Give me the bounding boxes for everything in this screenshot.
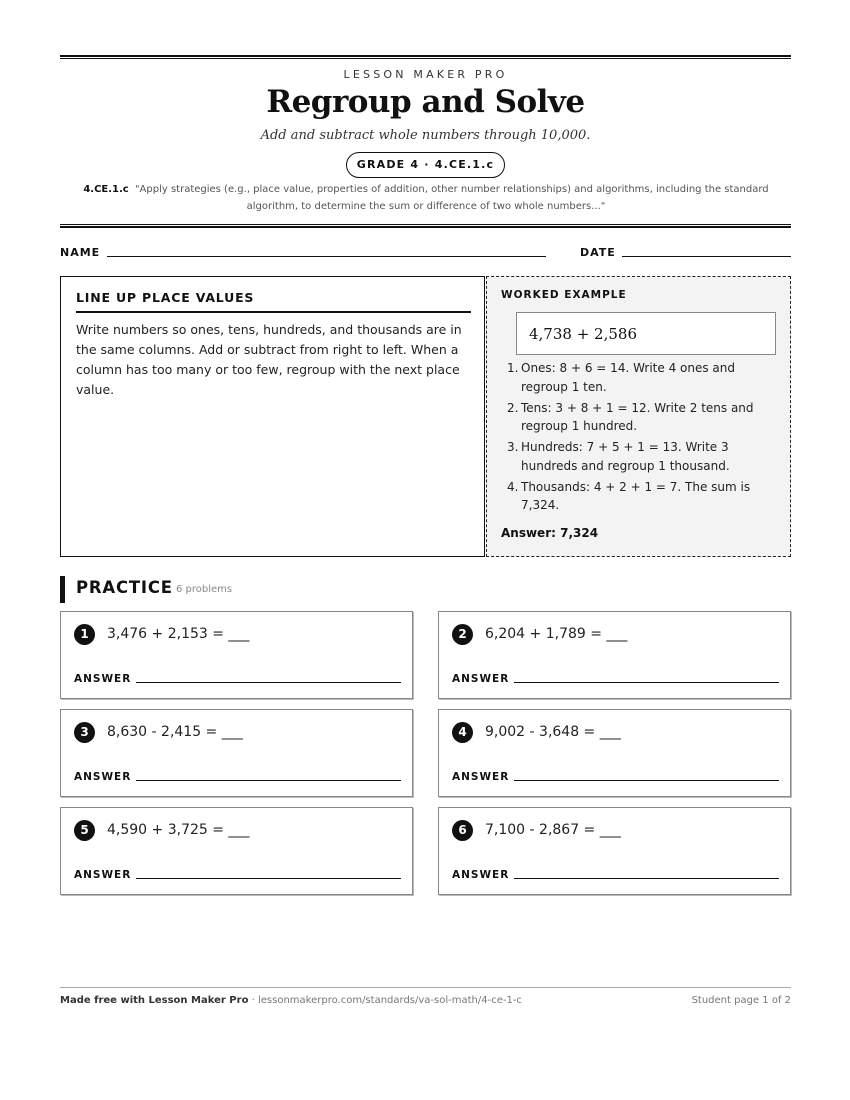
answer-field[interactable] xyxy=(136,780,401,781)
worked-example-steps xyxy=(501,359,781,517)
name-label: NAME xyxy=(60,246,101,259)
problem-card xyxy=(438,807,791,895)
concept-body: Write numbers so ones, tens, hundreds, and thousands are in the same columns. Add or subtract from right to left. When a column has too many or too few, regroup with the next place value. xyxy=(76,322,462,397)
practice-count: 6 problems xyxy=(176,584,233,595)
page-subtitle: Add and subtract whole numbers through 10,000. xyxy=(260,128,591,143)
header-bottom-rule xyxy=(60,224,791,228)
standard-text: "Apply strategies (e.g., place value, properties of addition, other number relationships) and algorithms, including the standard algorithm, to determine the sum or difference of two whole numbers..." xyxy=(134,184,769,212)
problem-text: 6,204 + 1,789 = ___ xyxy=(485,626,628,642)
practice-accent-bar xyxy=(60,576,65,603)
standard-code: 4.CE.1.c xyxy=(83,184,129,195)
problem-number-badge: 4 xyxy=(452,722,473,743)
answer-label: ANSWER xyxy=(452,771,510,783)
footer-page-number: Student page 1 of 2 xyxy=(691,995,791,1006)
page-title: Regroup and Solve xyxy=(266,84,585,120)
problem-text: 9,002 - 3,648 = ___ xyxy=(485,724,621,740)
problem-number-badge: 3 xyxy=(74,722,95,743)
problem-card xyxy=(438,709,791,797)
step-text: Tens: 3 + 8 + 1 = 12. Write 2 tens and regroup 1 hundred. xyxy=(521,400,754,433)
step-number: 1. xyxy=(507,361,519,375)
worked-example-equation: 4,738 + 2,586 xyxy=(529,325,637,343)
problem-number-badge: 6 xyxy=(452,820,473,841)
step-text: Ones: 8 + 6 = 14. Write 4 ones and regroup 1 ten. xyxy=(521,361,735,394)
worksheet-page xyxy=(60,0,791,1100)
footer-credit xyxy=(60,995,522,1006)
step-number: 4. xyxy=(507,479,519,494)
answer-label: ANSWER xyxy=(74,673,132,685)
step-number: 2. xyxy=(507,400,519,415)
practice-title: PRACTICE xyxy=(76,578,173,597)
problem-card xyxy=(60,807,413,895)
problem-text: 3,476 + 2,153 = ___ xyxy=(107,626,250,642)
step-text: Hundreds: 7 + 5 + 1 = 13. Write 3 hundreds and regroup 1 thousand. xyxy=(521,440,730,473)
answer-field[interactable] xyxy=(136,682,401,683)
answer-label: ANSWER xyxy=(452,869,510,881)
brand-name: LESSON MAKER PRO xyxy=(343,68,508,81)
problem-card xyxy=(60,611,413,699)
name-field[interactable] xyxy=(107,256,546,257)
worked-step xyxy=(501,399,781,436)
problem-number-badge: 1 xyxy=(74,624,95,645)
answer-field[interactable] xyxy=(514,780,779,781)
date-label: DATE xyxy=(580,246,616,259)
concept-box xyxy=(60,276,485,557)
footer-made-with: Made free with Lesson Maker Pro xyxy=(60,995,249,1006)
worked-step xyxy=(501,359,781,396)
answer-field[interactable] xyxy=(136,878,401,879)
footer-rule xyxy=(60,987,791,988)
problem-text: 4,590 + 3,725 = ___ xyxy=(107,822,250,838)
footer-url[interactable]: · lessonmakerpro.com/standards/va-sol-math/4-ce-1-c xyxy=(248,995,522,1006)
worked-step xyxy=(501,438,781,475)
worked-example-heading: WORKED EXAMPLE xyxy=(501,289,627,301)
worked-example-answer: Answer: 7,324 xyxy=(501,526,599,540)
worked-step xyxy=(501,478,781,515)
problem-number-badge: 2 xyxy=(452,624,473,645)
problem-text: 8,630 - 2,415 = ___ xyxy=(107,724,243,740)
answer-label: ANSWER xyxy=(74,869,132,881)
answer-field[interactable] xyxy=(514,878,779,879)
step-number: 3. xyxy=(507,440,519,454)
worked-example-box xyxy=(486,276,791,557)
worked-example-equation-box xyxy=(516,312,776,355)
problem-text: 7,100 - 2,867 = ___ xyxy=(485,822,621,838)
answer-label: ANSWER xyxy=(74,771,132,783)
grade-badge: GRADE 4 · 4.CE.1.c xyxy=(346,152,505,178)
date-field[interactable] xyxy=(622,256,791,257)
step-text: Thousands: 4 + 2 + 1 = 7. The sum is 7,324. xyxy=(521,479,751,512)
problem-number-badge: 5 xyxy=(74,820,95,841)
problem-card xyxy=(60,709,413,797)
problem-card xyxy=(438,611,791,699)
concept-heading: LINE UP PLACE VALUES xyxy=(76,290,471,313)
standard-description xyxy=(76,181,776,215)
answer-field[interactable] xyxy=(514,682,779,683)
answer-label: ANSWER xyxy=(452,673,510,685)
header-top-rule xyxy=(60,55,791,59)
